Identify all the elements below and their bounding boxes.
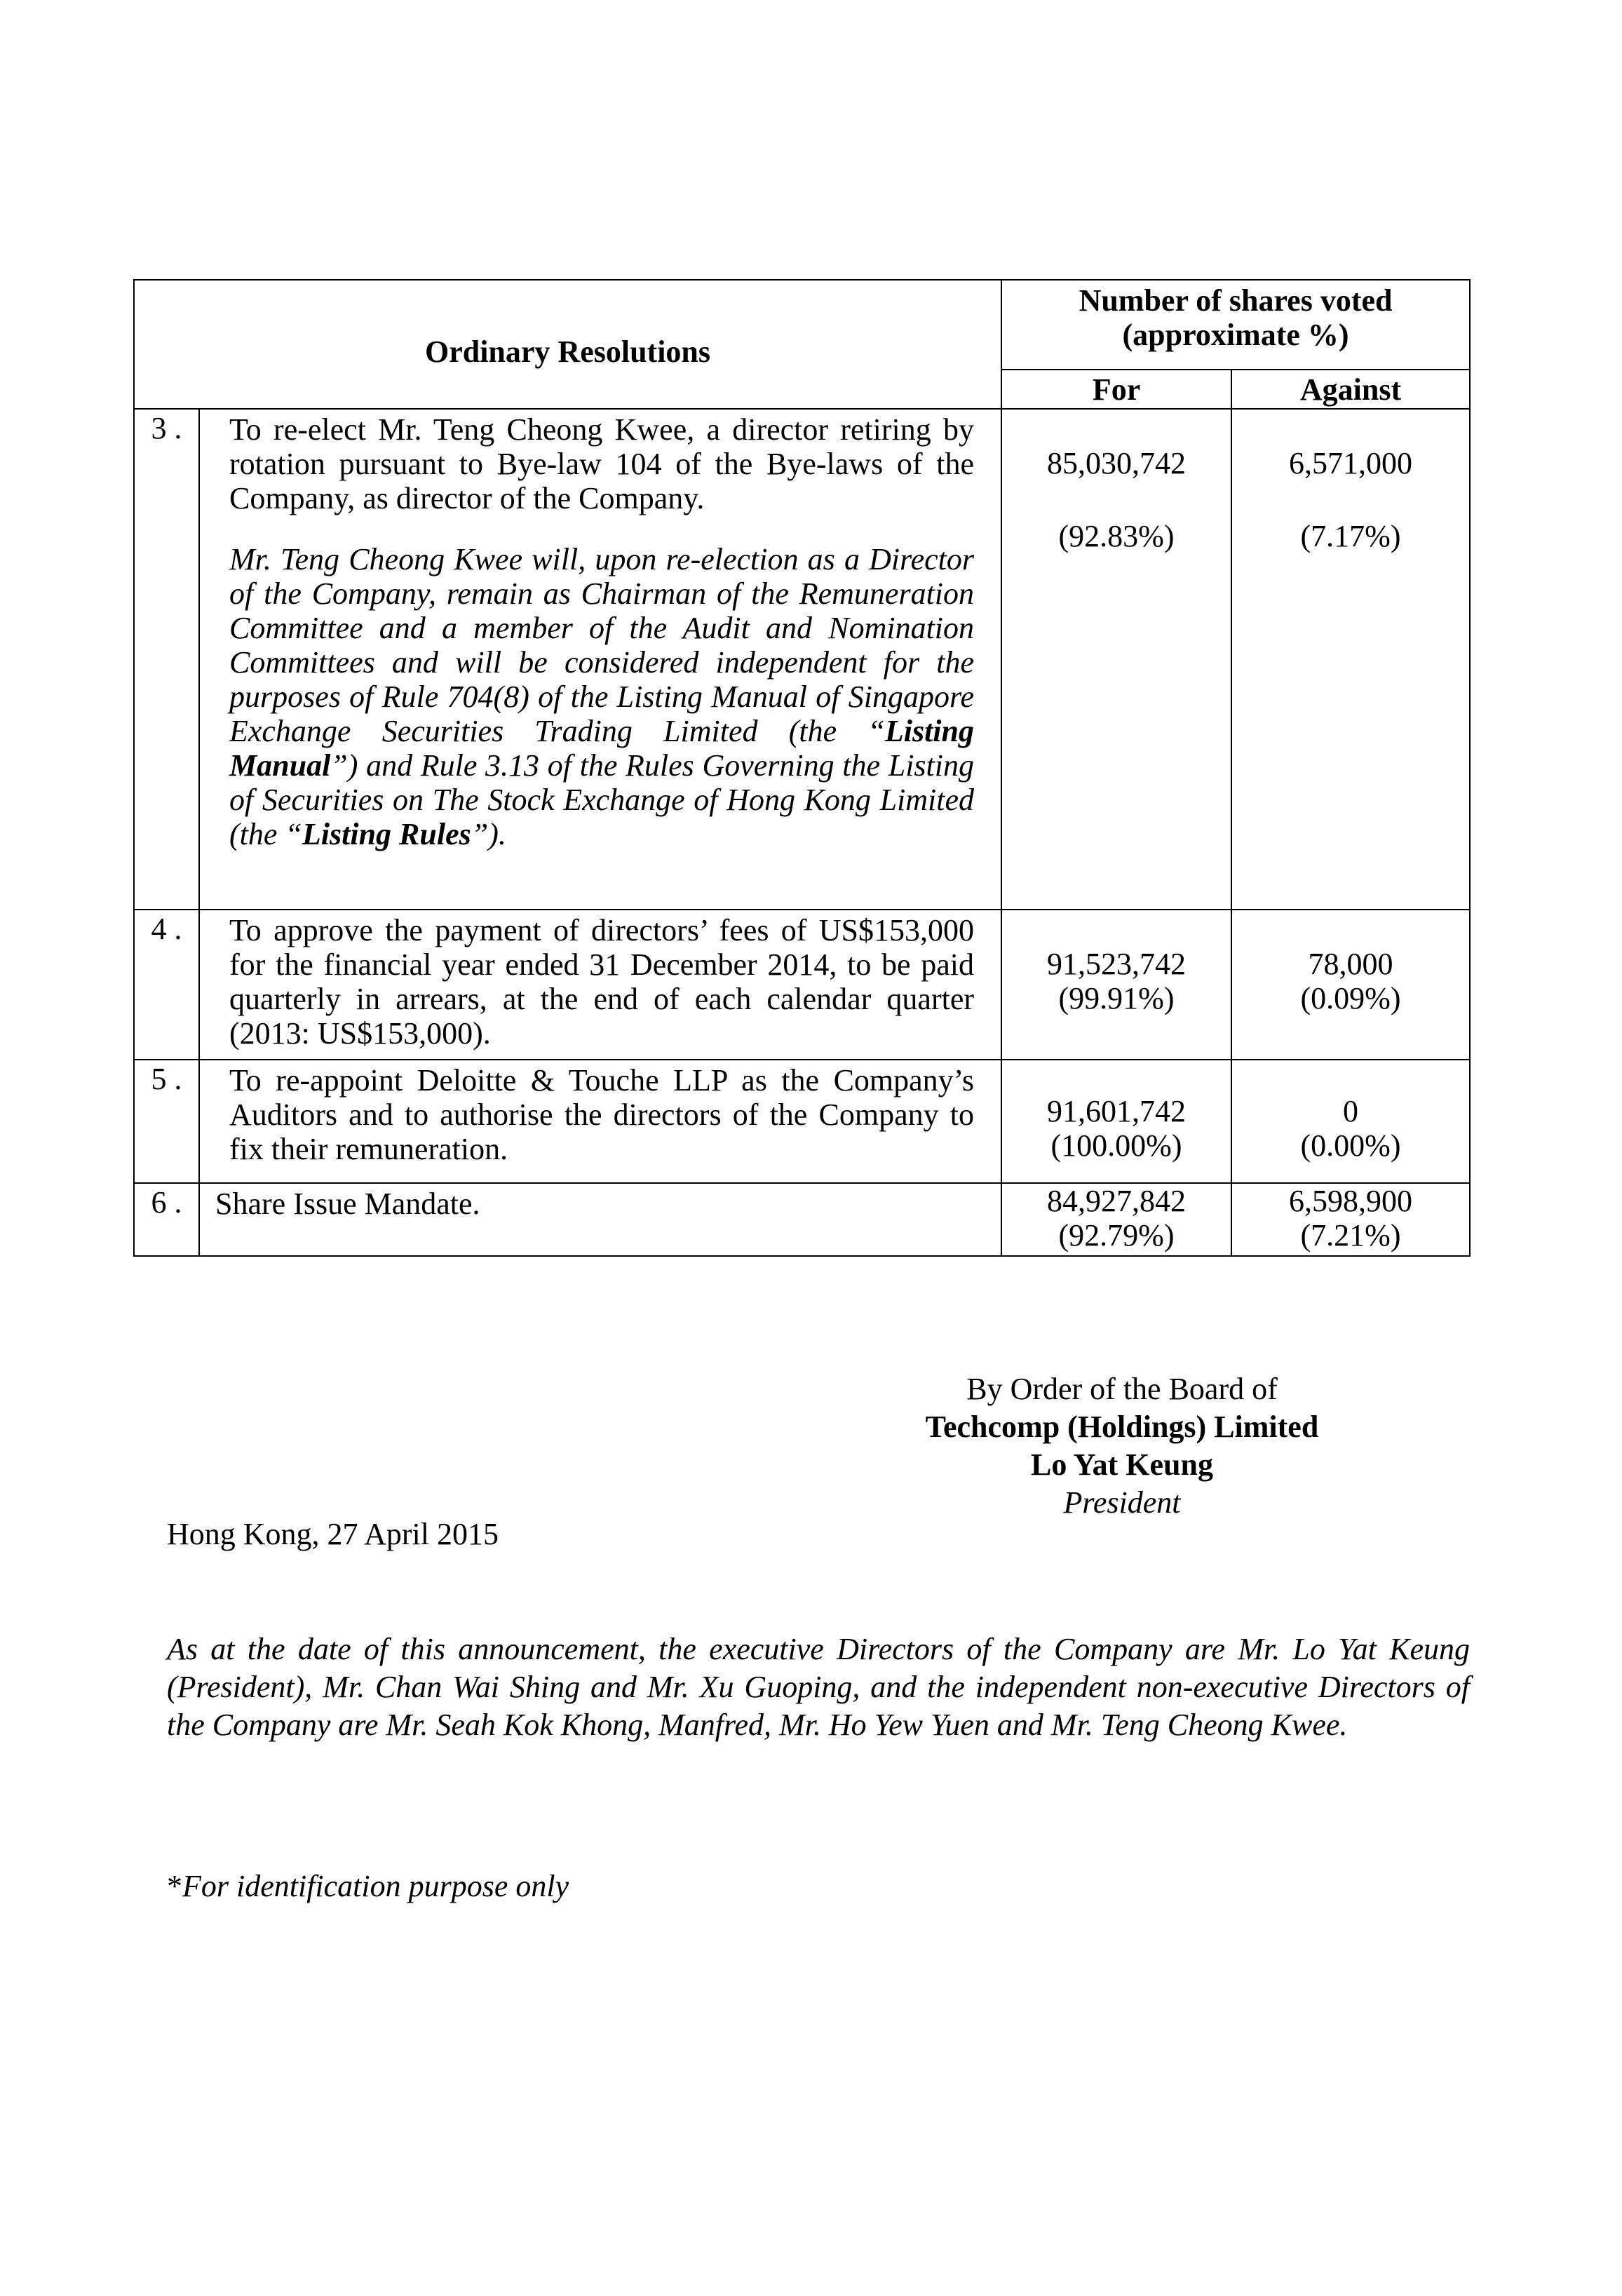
votes-header-line2: (approximate %) [1122, 318, 1349, 352]
signature-title: President [1063, 1485, 1181, 1520]
for-percent: (92.79%) [1058, 1218, 1175, 1252]
place-date: Hong Kong, 27 April 2015 [167, 1517, 499, 1551]
against-cell [1231, 1060, 1470, 1183]
for-cell [1001, 409, 1231, 910]
against-shares: 6,571,000 [1289, 446, 1413, 480]
against-percent: (0.00%) [1300, 1128, 1401, 1163]
directors-statement: As at the date of this announcement, the executive Directors of the Company are Mr. Lo Yat Keung (President), Mr. Chan Wai Shing and Mr. Xu Guoping, and the independent non-executive Directors of the Company are Mr. Seah Kok Khong, Manfred, Mr. Ho Yew Yuen and Mr. Teng Cheong Kwee. [167, 1632, 1470, 1742]
resolution-number: 6 . [134, 1183, 199, 1256]
table-row [134, 409, 1470, 910]
against-cell [1231, 409, 1470, 910]
resolution-text: Share Issue Mandate. [215, 1187, 480, 1221]
for-shares: 91,601,742 [1047, 1094, 1187, 1128]
signature-line: By Order of the Board of [966, 1372, 1278, 1406]
resolution-text-cell [199, 1060, 1001, 1183]
signature-block [842, 1370, 1403, 1522]
table-header-row [134, 280, 1470, 370]
resolution-text: To approve the payment of directors’ fees of US$153,000 for the financial year ended 31 December 2014, to be paid quarterly in arrears, at the end of each calendar quarter (2013: US$153,000). [229, 913, 975, 1051]
against-cell [1231, 910, 1470, 1060]
for-cell [1001, 1060, 1231, 1183]
resolutions-header-label: Ordinary Resolutions [424, 334, 711, 369]
table-row [134, 1183, 1470, 1256]
resolution-text-cell [199, 409, 1001, 910]
resolution-number: 3 . [134, 409, 199, 910]
for-shares: 91,523,742 [1047, 947, 1187, 981]
resolution-note-part1: Mr. Teng Cheong Kwee will, upon re-election as a Director of the Company, remain as Chairman of the Remuneration Committee and a member of the Audit and Nomination Committees and will be considered independent for the purposes of Rule 704(8) of the Listing Manual of Singapore Exchange Securities Trading Limited (the “ [229, 542, 975, 748]
against-shares: 78,000 [1308, 947, 1393, 981]
signature-company: Techcomp (Holdings) Limited [925, 1410, 1319, 1444]
against-percent: (0.09%) [1300, 981, 1401, 1015]
for-shares: 84,927,842 [1047, 1184, 1187, 1218]
resolution-note-bold1: Listing Manual [229, 714, 975, 783]
for-percent: (100.00%) [1050, 1128, 1182, 1163]
resolution-number: 4 . [134, 910, 199, 1060]
resolutions-table [133, 279, 1471, 1257]
votes-header [1001, 280, 1470, 370]
table-row [134, 1060, 1470, 1183]
resolution-note-part2: ”) and Rule 3.13 of the Rules Governing the Listing of Securities on The Stock Exchange of Hong Kong Limited (the “ [229, 748, 975, 851]
for-cell [1001, 1183, 1231, 1256]
resolution-number: 5 . [134, 1060, 199, 1183]
for-shares: 85,030,742 [1047, 446, 1187, 480]
table-row [134, 910, 1470, 1060]
resolution-text-cell [199, 1183, 1001, 1256]
resolution-text: To re-appoint Deloitte & Touche LLP as the Company’s Auditors and to authorise the directors of the Company to fix their remuneration. [229, 1063, 975, 1166]
resolutions-header [134, 280, 1001, 409]
resolution-note-bold2: Listing Rules [302, 817, 471, 851]
resolution-text-cell [199, 910, 1001, 1060]
resolution-note [229, 542, 974, 851]
for-percent: (99.91%) [1058, 981, 1175, 1015]
against-cell [1231, 1183, 1470, 1256]
footnote [167, 1868, 569, 1905]
against-percent: (7.21%) [1300, 1218, 1401, 1252]
votes-header-line1: Number of shares voted [1079, 283, 1393, 318]
footnote-text: For identification purpose only [182, 1869, 569, 1903]
for-header: For [1001, 370, 1231, 409]
against-shares: 6,598,900 [1289, 1184, 1413, 1218]
signature-name: Lo Yat Keung [1031, 1447, 1213, 1482]
against-header: Against [1231, 370, 1470, 409]
for-cell [1001, 910, 1231, 1060]
for-percent: (92.83%) [1058, 519, 1175, 553]
footnote-asterisk: * [167, 1869, 182, 1903]
resolution-text: To re-elect Mr. Teng Cheong Kwee, a director retiring by rotation pursuant to Bye-law 104 of the Bye-laws of the Company, as director of the Company. [229, 412, 975, 515]
resolution-note-part3: ”). [471, 817, 506, 851]
against-shares: 0 [1343, 1094, 1359, 1128]
against-percent: (7.17%) [1300, 519, 1401, 553]
